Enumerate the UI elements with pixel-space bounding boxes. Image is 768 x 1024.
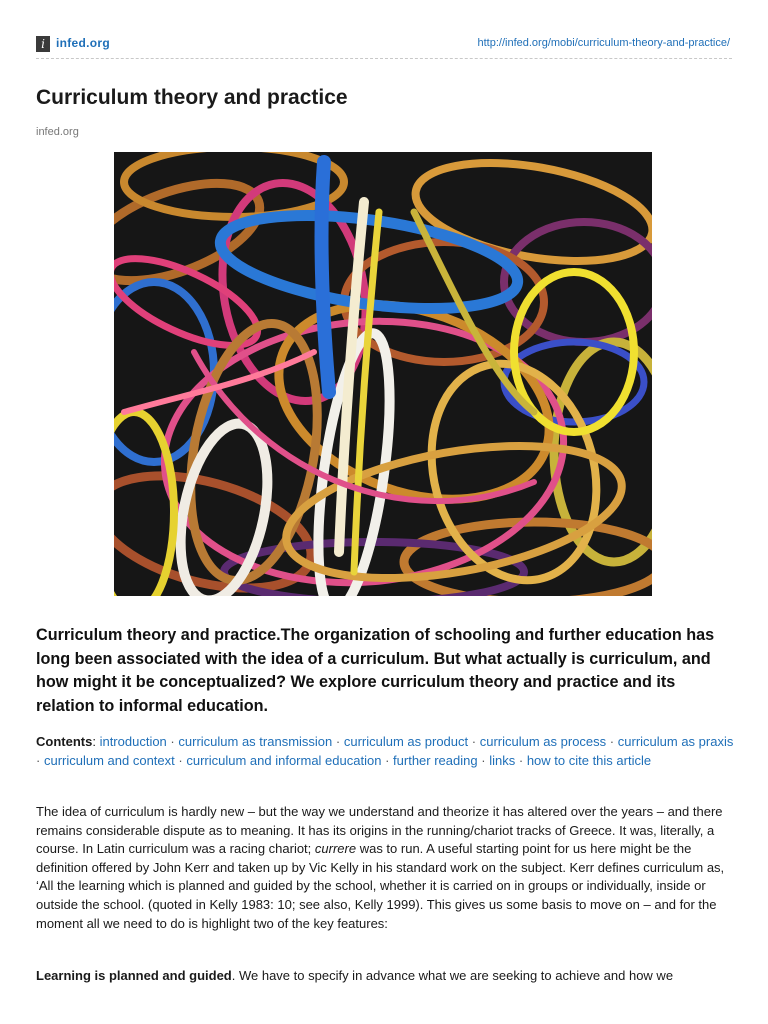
intro-text-part-1: The idea of curriculum is hardly new – but the way we understand and theorize it has altered over the years – and there remains considerable dispute as to meaning. It has its origins in the running/chariot tracks of Greece. It was, literally, a course. In Latin curriculum was a racing chariot; (36, 804, 723, 857)
feature-text: . We have to specify in advance what we are seeking to achieve and how we (231, 968, 674, 983)
header-divider (36, 58, 732, 59)
table-of-contents: Contents: introduction · curriculum as transmission · curriculum as product · curriculum as process · curriculum as praxis · curriculum and context · curriculum and informal education · further reading · links · how to cite this article (36, 734, 734, 768)
info-icon: i (36, 36, 50, 52)
page-title: Curriculum theory and practice (36, 86, 348, 109)
rubber-bands-illustration (114, 152, 652, 596)
toc-link-introduction[interactable]: introduction (99, 734, 167, 749)
toc-link-transmission[interactable]: curriculum as transmission (178, 734, 333, 749)
currere-term: currere (314, 841, 357, 857)
source-url-link[interactable]: http://infed.org/mobi/curriculum-theory-and-practice/ (477, 37, 730, 49)
toc-link-praxis[interactable]: curriculum as praxis (617, 734, 734, 749)
toc-link-further-reading[interactable]: further reading (393, 752, 478, 768)
toc-link-how-to-cite[interactable]: how to cite this article (526, 752, 652, 768)
toc-link-product[interactable]: curriculum as product (343, 734, 469, 749)
feature-paragraph (36, 967, 734, 986)
site-name-link[interactable]: infed.org (56, 36, 111, 50)
intro-text-part-2: was to run. A useful starting point for us here might be the definition offered by John Kerr and taken up by Vic Kelly in his standard work on the subject. Kerr defines curriculum as, ‘All the learning which is planned and guided by the school, whether it is carried on in groups or individually, inside or outside the school. (quoted in Kelly 1983: 10; see also, Kelly 1999). This gives us some basis to move on – and for the moment all we need to do is highlight two of the key features: (36, 841, 725, 931)
toc-link-informal-education[interactable]: curriculum and informal education (186, 752, 382, 768)
contents-label: Contents (36, 734, 93, 749)
lead-paragraph: Curriculum theory and practice.The organization of schooling and further education has long been associated with the idea of a curriculum. But what actually is curriculum, and how might it be conceptualized? We explore curriculum theory and practice and its relation to informal education. (36, 626, 715, 715)
toc-link-context[interactable]: curriculum and context (43, 752, 175, 768)
toc-link-process[interactable]: curriculum as process (479, 734, 607, 749)
intro-paragraph (36, 803, 734, 933)
byline: infed.org (36, 126, 79, 138)
top-bar (36, 34, 732, 54)
hero-image (114, 152, 652, 596)
toc-link-links[interactable]: links (489, 752, 516, 768)
feature-heading: Learning is planned and guided (36, 968, 232, 983)
